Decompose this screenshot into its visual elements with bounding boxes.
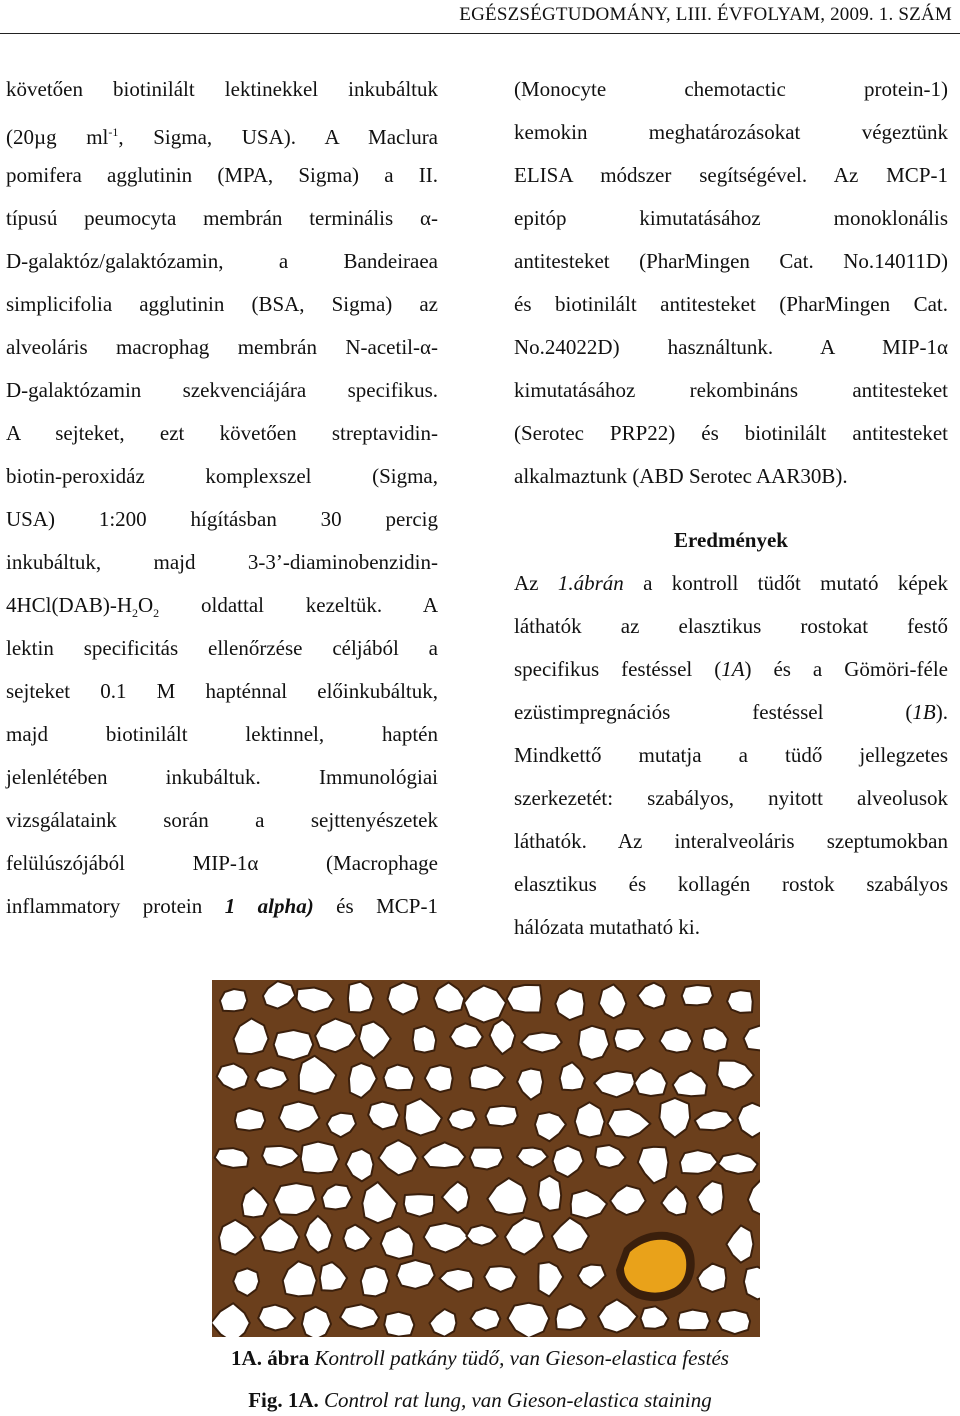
text-line: majd biotinilált lektinnel, haptén [6,722,438,746]
alveolus [660,1028,693,1053]
text-fragment: 4HCl(DAB)-H [6,593,132,617]
alveolus [744,1267,760,1300]
text-fragment: , Sigma, USA). A Maclura [118,125,439,149]
text-line: hálózata mutatható ki. [514,915,701,939]
alveolus [361,1266,389,1296]
alveolus [678,1310,710,1331]
left-column [6,68,438,928]
text-line [514,691,948,734]
right-column [514,68,948,949]
text-line [6,885,438,928]
alveolus [680,1150,718,1174]
text-fragment: O [138,593,154,617]
text-line [6,111,438,154]
alveolus [507,985,542,1013]
text-line: antitesteket (PharMingen Cat. No.14011D) [514,249,948,273]
text-line: A sejteket, ezt követően streptavidin- [6,421,438,445]
text-line: ELISA módszer segítségével. Az MCP-1 [514,163,948,187]
text-fragment: oldattal kezeltük. A [159,593,438,617]
text-line: láthatók. Az interalveoláris szeptumokban [514,829,948,853]
alveolus [448,1109,477,1131]
caption-label: Fig. 1A. [248,1388,319,1412]
alveolus [470,1148,504,1170]
text-line [514,648,948,691]
text-line: követően biotinilált lektinekkel inkubáltuk [6,77,438,101]
text-fragment: ) és a Gömöri-féle [744,657,948,681]
alveolus [727,990,753,1013]
text-line: D-galaktóz/galaktózamin, a Bandeiraea [6,249,438,273]
subscript: 2 [153,606,160,621]
alveolus [235,1108,265,1131]
text-fragment: Az [514,571,558,595]
text-line: simplicifolia agglutinin (BSA, Sigma) az [6,292,438,316]
text-line: szerkezetét: szabályos, nyitott alveolusok [514,786,948,810]
figure-reference: 1.ábrán [557,571,624,595]
figure-caption-english [0,1388,960,1413]
text-line: D-galaktózamin szekvenciájára specifikus. [6,378,438,402]
text-line: lektin specificitás ellenőrzése céljából a [6,636,438,660]
text-fragment: a kontroll tüdőt mutató képek [623,571,948,595]
text-fragment: inflammatory protein [6,894,225,918]
alveolus [384,1312,414,1337]
caption-label: 1A. ábra [231,1346,310,1370]
alveolus [302,1307,331,1337]
text-line: vizsgálataink során a sejttenyészetek [6,808,438,832]
figure-caption-hungarian [0,1346,960,1371]
text-line: No.24022D) használtunk. A MIP-1α [514,335,948,359]
header-rule [0,33,960,34]
journal-header: EGÉSZSÉGTUDOMÁNY, LIII. ÉVFOLYAM, 2009. 1. SZÁM [459,4,952,25]
text-fragment: ezüstimpregnációs festéssel ( [514,700,913,724]
alveolus [538,1176,561,1211]
text-line: sejteket 0.1 M hapténnal előinkubáltuk, [6,679,438,703]
alveolus [274,1030,314,1060]
text-fragment: és MCP-1 [313,894,438,918]
text-line: pomifera agglutinin (MPA, Sigma) a II. [6,163,438,187]
text-line: inkubáltuk, majd 3-3’-diaminobenzidin- [6,550,438,574]
text-line: elasztikus és kollagén rostok szabályos [514,872,948,896]
subscript: 2 [132,606,138,621]
alveolus [384,1065,415,1091]
text-line: (Serotec PRP22) és biotinilált antitesteket [514,421,948,445]
alveolus [220,989,247,1011]
text-fragment: (20µg ml [6,125,109,149]
text-line: alveoláris macrophag membrán N-acetil-α- [6,335,438,359]
figure-reference: 1B [912,700,936,724]
text-line: (Monocyte chemotactic protein-1) [514,77,948,101]
text-line: és biotinilált antitesteket (PharMingen Cat. [514,292,948,316]
text-line: alkalmaztunk (ABD Serotec AAR30B). [514,464,848,488]
text-line: felülúszójából MIP-1α (Macrophage [6,851,438,875]
caption-text: Control rat lung, van Gieson-elastica staining [318,1388,712,1412]
text-line: típusú peumocyta membrán terminális α- [6,206,438,230]
text-line: kimutatásához rekombináns antitesteket [514,378,948,402]
alveolus [682,985,713,1005]
text-line: USA) 1:200 hígításban 30 percig [6,507,438,531]
alveolus [397,1260,435,1289]
text-line [6,584,438,627]
section-title: Eredmények [674,528,788,552]
figure-reference: 1A [721,657,745,681]
text-line: jelenlétében inkubáltuk. Immunológiai [6,765,438,789]
text-line: epitóp kimutatásához monoklonális [514,206,948,230]
alveolus [404,1194,434,1217]
alveolus [388,982,420,1014]
alveolus [486,1106,518,1127]
text-fragment: specifikus festéssel ( [514,657,722,681]
alveolus [274,1183,316,1215]
alveolus [301,1142,339,1174]
bold-italic-text: 1 alpha) [224,894,314,918]
alveolus [578,1026,609,1060]
lung-histology-image [212,980,760,1337]
alveolus [413,1026,437,1053]
text-line: Mindkettő mutatja a tüdő jellegzetes [514,743,948,767]
text-line [514,562,948,605]
text-line: kemokin meghatározásokat végeztünk [514,120,948,144]
alveolus [717,1310,750,1334]
text-line: láthatók az elasztikus rostokat festő [514,614,948,638]
text-fragment: ). [935,700,948,724]
caption-text: Kontroll patkány tüdő, van Gieson-elastica festés [309,1346,729,1370]
superscript: -1 [108,125,119,139]
alveolus [575,1102,605,1137]
text-line: biotin-peroxidáz komplexszel (Sigma, [6,464,438,488]
